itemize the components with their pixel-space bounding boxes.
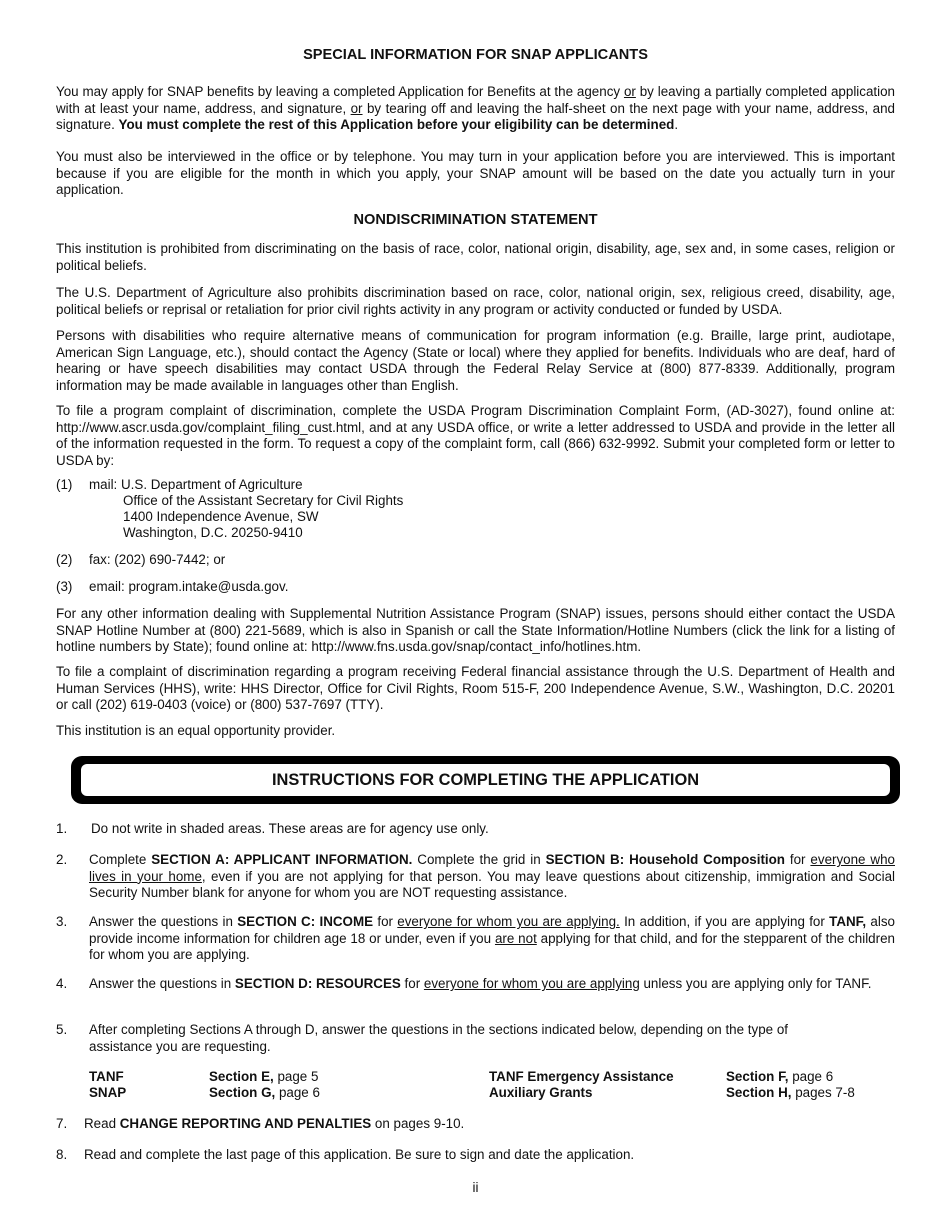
section-reference <box>726 1069 833 1086</box>
list-number: 4. <box>56 976 68 991</box>
instruction-item-1: Do not write in shaded areas. These areas are for agency use only. <box>91 821 489 836</box>
text-run: for <box>400 976 424 991</box>
text-run: You may apply for SNAP benefits by leaving a completed Application for Benefits at the agency <box>56 84 624 99</box>
text-run: Section G, <box>209 1085 276 1100</box>
address-line: Office of the Assistant Secretary for Civil Rights <box>123 493 404 508</box>
instruction-item-3 <box>89 914 895 964</box>
text-run: pages 7-8 <box>791 1085 855 1100</box>
instructions-banner <box>71 756 900 804</box>
section-reference <box>209 1069 318 1086</box>
list-number: 5. <box>56 1022 68 1037</box>
text-run: Answer the questions in <box>89 914 238 929</box>
text-run: Section F, <box>726 1069 789 1084</box>
text-run: page 5 <box>273 1069 319 1084</box>
text-run: . <box>674 117 679 133</box>
assistance-type-tanf-emergency: TANF Emergency Assistance <box>489 1069 674 1084</box>
page-title: SPECIAL INFORMATION FOR SNAP APPLICANTS <box>303 47 648 63</box>
fax-line: fax: (202) 690-7442; or <box>89 552 226 567</box>
instruction-item-5: After completing Sections A through D, answer the questions in the sections indicated below, depending on the type of assistance you are requesting. <box>89 1022 788 1054</box>
text-run: for <box>784 852 811 867</box>
text-run: Read <box>84 1116 120 1131</box>
address-line: 1400 Independence Avenue, SW <box>123 509 319 524</box>
equal-opportunity-line: This institution is an equal opportunity provider. <box>56 723 336 738</box>
section-title-nondiscrimination: NONDISCRIMINATION STATEMENT <box>353 212 598 228</box>
text-run: page 6 <box>275 1085 320 1100</box>
text-run: page 6 <box>788 1069 834 1084</box>
text-run: Section E, <box>209 1069 274 1084</box>
text-run: TANF, <box>829 914 867 929</box>
text-run: SECTION B: Household Composition <box>545 852 785 867</box>
snap-hotline-paragraph: For any other information dealing with Supplemental Nutrition Assistance Program (SNAP) issues, persons should either contact the USDA SNAP Hotline Number at (800) 221-5689, which is also in Spanish or call the State Information/Hotline Numbers (click the link for a listing of hotline numbers by State); found online at: http://www.fns.usda.gov/snap/contact_info/hotlines.htm. <box>56 606 895 655</box>
text-run: CHANGE REPORTING AND PENALTIES <box>119 1116 372 1131</box>
text-run: , even if you are not applying for that person. You may leave questions about citizenship, immigration and Social Security Number blank for anyone for whom you are NOT requesting assistance. <box>89 868 895 901</box>
text-run: Answer the questions in <box>89 976 235 991</box>
text-run: applying for that child, and for the stepparent of the children for whom you are applying. <box>89 930 895 963</box>
address-line: Washington, D.C. 20250-9410 <box>123 525 303 540</box>
nondiscrimination-paragraph-3: Persons with disabilities who require alternative means of communication for program information (e.g. Braille, large print, audiotape, American Sign Language, etc.), should contact the Agency (State or local) where they applied for benefits. Individuals who are deaf, hard of hearing or have speech disabilities may contact USDA through the Federal Relay Service at (800) 877-8339. Additionally, program information may be made available in languages other than English. <box>56 328 895 393</box>
text-run: by leaving a partially completed application with at least your name, address, and signature, <box>56 84 895 116</box>
text-run: everyone for whom you are applying. <box>397 914 620 929</box>
text-run: SECTION C: INCOME <box>237 914 374 929</box>
text-run: Complete <box>89 852 152 867</box>
text-run: SECTION D: RESOURCES <box>234 976 401 991</box>
instruction-item-4 <box>89 976 895 993</box>
instructions-banner-title: INSTRUCTIONS FOR COMPLETING THE APPLICATION <box>81 764 890 796</box>
assistance-type-auxiliary: Auxiliary Grants <box>489 1085 593 1100</box>
nondiscrimination-paragraph-1: This institution is prohibited from discriminating on the basis of race, color, national origin, disability, age, sex and, in some cases, religion or political beliefs. <box>56 241 895 273</box>
text-run: everyone for whom you are applying <box>423 976 640 991</box>
text-run: Complete the grid in <box>412 852 546 867</box>
complaint-paragraph: To file a program complaint of discrimination, complete the USDA Program Discrimination Complaint Form, (AD-3027), found online at: http://www.ascr.usda.gov/complaint_filing_cust.html, and at any USDA office, or write a letter addressed to USDA and provide in the letter all of the information requested in the form. To request a copy of the complaint form, call (866) 632-9992. Submit your completed form or letter to USDA by: <box>56 403 895 468</box>
list-number: 7. <box>56 1116 68 1131</box>
assistance-type-tanf: TANF <box>89 1069 124 1084</box>
text-run: are not <box>494 930 537 946</box>
text-run: everyone who lives in your home <box>89 852 895 884</box>
text-run: on pages 9-10. <box>371 1116 465 1131</box>
list-number: (2) <box>56 552 73 567</box>
text-run: for <box>373 914 398 929</box>
instruction-item-8: Read and complete the last page of this application. Be sure to sign and date the application. <box>84 1147 635 1162</box>
list-number: (3) <box>56 579 73 594</box>
instruction-item-2 <box>89 852 895 902</box>
instruction-item-7 <box>84 1116 890 1133</box>
text-run: by tearing off and leaving the half-sheet on the next page with your name, address, and signature. <box>56 100 895 133</box>
list-number: 2. <box>56 852 68 867</box>
address-line: mail: U.S. Department of Agriculture <box>89 477 303 492</box>
list-number: 1. <box>56 821 68 836</box>
text-run: You must complete the rest of this Application before your eligibility can be determined <box>118 117 675 133</box>
list-number: 8. <box>56 1147 68 1162</box>
list-number: 3. <box>56 914 68 929</box>
text-run: also provide income information for children age 18 or under, even if you <box>89 914 895 946</box>
text-run: SECTION A: APPLICANT INFORMATION. <box>151 852 413 867</box>
text-run: unless you are applying only for TANF. <box>639 976 872 991</box>
assistance-type-snap: SNAP <box>89 1085 127 1100</box>
interview-paragraph: You must also be interviewed in the office or by telephone. You may turn in your application before you are interviewed. This is important because if you are eligible for the month in which you apply, your SNAP amount will be based on the date you actually turn in your application. <box>56 149 895 198</box>
list-number: (1) <box>56 477 73 492</box>
page-number: ii <box>472 1180 479 1195</box>
hhs-complaint-paragraph: To file a complaint of discrimination regarding a program receiving Federal financial assistance through the U.S. Department of Health and Human Services (HHS), write: HHS Director, Office for Civil Rights, Room 515-F, 200 Independence Avenue, S.W., Washington, D.C. 20201 or call (202) 619-0403 (voice) or (800) 537-7697 (TTY). <box>56 664 895 713</box>
section-reference <box>209 1085 320 1102</box>
text-run: Section H, <box>726 1085 792 1100</box>
snap-apply-paragraph <box>56 84 895 134</box>
text-run: In addition, if you are applying for <box>619 914 830 929</box>
nondiscrimination-paragraph-2: The U.S. Department of Agriculture also prohibits discrimination based on race, color, national origin, sex, religious creed, disability, age, political beliefs or reprisal or retaliation for prior civil rights activity in any program or activity conducted or funded by USDA. <box>56 285 895 317</box>
text-run: or <box>350 100 363 116</box>
text-run: or <box>623 84 636 99</box>
email-line: email: program.intake@usda.gov. <box>89 579 289 594</box>
section-reference <box>726 1085 855 1102</box>
